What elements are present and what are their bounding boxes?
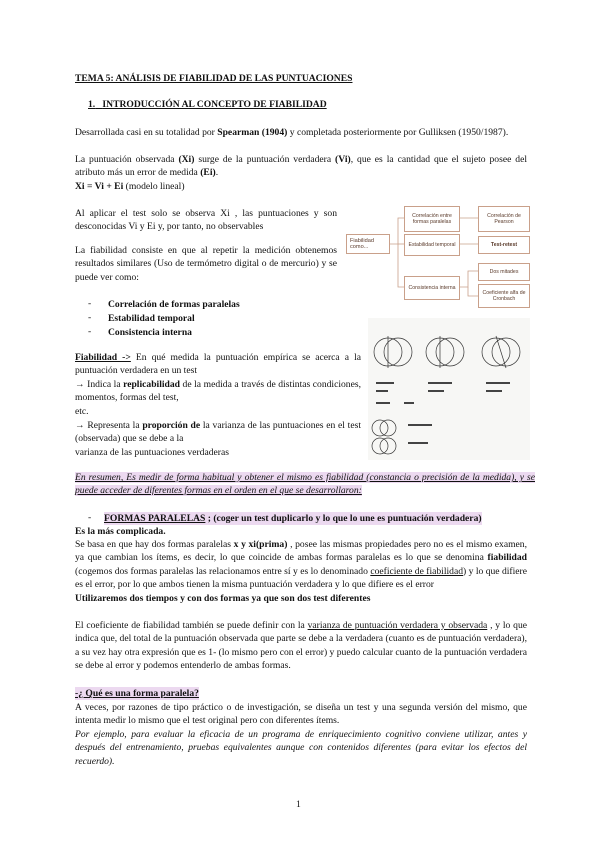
arrow-point-2: [75, 419, 361, 446]
mas-complicada: Es la más complicada.: [75, 526, 166, 537]
bullet-item: Estabilidad temporal: [108, 313, 195, 324]
definition-paragraph: [75, 351, 361, 378]
que-es-heading: -¿ Qué es una forma paralela?: [75, 688, 199, 699]
intro-paragraph-1: [75, 126, 527, 139]
page-number: 1: [296, 799, 301, 810]
summary-paragraph: [75, 471, 535, 498]
text-run: → Indica la: [75, 379, 124, 390]
diagram-node-dos-mitades: Dos mitades: [478, 263, 530, 281]
text-run: La puntuación observada: [75, 154, 179, 165]
bullet-marker: -: [88, 312, 92, 323]
arrow-point-1: [75, 378, 361, 405]
formas-heading: [104, 512, 482, 525]
intro-paragraph-2: [75, 153, 527, 180]
term-vi: (Vi): [335, 154, 351, 165]
bullet-marker: -: [88, 298, 92, 309]
text-run: (cogemos dos formas paralelas las relacionamos entre sí y es lo denominado: [75, 565, 371, 577]
formula-line: [75, 180, 185, 193]
term-fiabilidad: fiabilidad: [487, 552, 527, 564]
arrow-point-2-cont: varianza de las puntuaciones verdaderas: [75, 447, 229, 458]
formula: Xi = Vi + Ei: [75, 181, 124, 192]
text-run: Desarrollada casi en su totalidad por: [75, 127, 218, 138]
text-run: (modelo lineal): [123, 181, 185, 192]
que-es-paragraph-1: A veces, por razones de tipo práctico o de investigación, se diseña un test y una segunda versión del mismo, que intenta medir lo mismo que el test original pero con diferentes ítems.: [75, 702, 527, 727]
text-run: → Representa la: [75, 420, 143, 431]
text-run: , y lo que indica que, del total de la puntuación observada que parte se debe a la verdadera (cuanto es de puntuación verdadera), a su vez hay otra expresión que es 1- (lo mismo pero con el error) y puedo calcular cuanto de la puntuación verdadera se debe al error y podemos entenderlo de ambas formas.: [75, 620, 527, 672]
etc-line: etc.: [75, 406, 89, 417]
venn-sketch: [368, 318, 530, 460]
formas-subtitle: ; (coger un test duplicarlo y lo que lo une es puntuación verdadera): [205, 513, 482, 524]
formas-bold-line: Utilizaremos dos tiempos y con dos formas ya que son dos test diferentes: [75, 593, 371, 604]
term-coeficiente: coeficiente de fiabilidad: [370, 565, 464, 577]
text-run: , que es la cantidad que el sujeto posee del atributo más un error de medida: [75, 154, 527, 179]
formas-title: FORMAS PARALELAS: [104, 513, 206, 524]
term-xi: (Xi): [178, 154, 195, 165]
text-run: El coeficiente de fiabilidad también se puede definir con la: [75, 620, 308, 631]
bullet-item: Correlación de formas paralelas: [108, 299, 240, 310]
que-es-paragraph-2: Por ejemplo, para evaluar la eficacia de un programa de enriquecimiento cognitivo conviene utilizar, antes y después del entrenamiento, pruebas equivalentes aunque con contenidos diferentes (para evitar los efectos del recuerdo).: [75, 729, 527, 767]
diagram-node-formas: Correlación entre formas paralelas: [404, 206, 460, 232]
venn-diagrams-image: [368, 318, 530, 460]
text-run: ) y lo que difiere es el error, por lo que ambos tienen la misma puntuación verdadera y lo que difiere es el error: [75, 565, 528, 591]
diagram-node-test-retest: Test-retest: [478, 236, 530, 254]
apply-paragraph: Al aplicar el test solo se observa Xi , las puntuaciones y son desconocidas Vi y Ei y, por tanto, no observables: [75, 208, 337, 233]
section-number: 1.: [88, 99, 96, 110]
reliability-diagram: [346, 200, 531, 304]
author-spearman: Spearman (1904): [217, 127, 288, 138]
diagram-node-estabilidad: Estabilidad temporal: [404, 234, 460, 256]
diagram-node-consistencia: Consistencia interna: [404, 276, 460, 300]
diagram-node-alfa: Coeficiente alfa de Cronbach: [478, 284, 530, 308]
term-x-xi: x y xi(prima): [233, 539, 288, 550]
section-heading: [88, 98, 327, 111]
term-ei: (Ei): [200, 167, 216, 179]
bullet-marker: -: [88, 512, 92, 523]
term-proporcion: proporción de: [142, 420, 201, 431]
definition-label: Fiabilidad ->: [75, 352, 131, 363]
text-run: Se basa en que hay dos formas paralelas: [75, 539, 234, 550]
summary-text: En resumen, Es medir de forma habitual y obtener el mismo es fiabilidad (constancia o precisión de la medida), y se puede acceder de diferentes formas en el orden en el que se desarrollaron:: [75, 472, 535, 497]
term-varianza: varianza de puntuación verdadera y observada: [307, 620, 488, 631]
text-run: y completada posteriormente por Gulliksen (1950/1987).: [287, 127, 509, 138]
diagram-root: Fiabilidad como...: [346, 234, 390, 254]
bullet-marker: -: [88, 326, 92, 337]
formas-paragraph-1: [75, 538, 527, 592]
diagram-node-pearson: Correlación de Pearson: [478, 206, 530, 232]
formas-paragraph-2: [75, 619, 527, 673]
term-replicabilidad: replicabilidad: [123, 379, 180, 390]
text-run: la varianza de las puntuaciones en el test (observada) que se debe a la: [75, 420, 361, 445]
text-run: de la medida a través de distintas condiciones, momentos, formas del test,: [75, 379, 361, 404]
document-title: TEMA 5: ANÁLISIS DE FIABILIDAD DE LAS PUNTUACIONES: [75, 73, 353, 84]
fiabilidad-paragraph: La fiabilidad consiste en que al repetir la medición obtenemos resultados similares (Uso de termómetro digital o de mercurio) y se puede ver como:: [75, 245, 337, 283]
section-label: INTRODUCCIÓN AL CONCEPTO DE FIABILIDAD: [102, 99, 327, 110]
text-run: , posee las mismas propiedades pero no es el mismo examen, ya que cambian los ítems, es decir, lo que coincide de ambas formas paralelas es lo que se denomina: [75, 539, 527, 564]
text-run: surge de la puntuación verdadera: [194, 154, 336, 165]
text-run: En qué medida la puntuación empírica se acerca a la puntuación verdadera en un test: [75, 352, 361, 377]
bullet-item: Consistencia interna: [108, 327, 192, 338]
text-run: .: [215, 167, 219, 179]
